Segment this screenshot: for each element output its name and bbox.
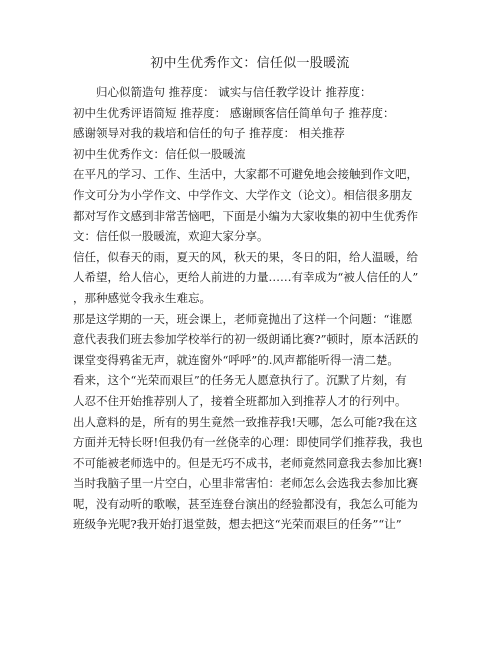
paragraph-line: 作文可分为小学作文、中学作文、大学作文（论文）。相信很多朋友: [73, 187, 413, 202]
paragraph-line: 呢，没有动听的歌喉，甚至连登台演出的经验都没有，我怎么可能为: [73, 496, 418, 511]
paragraph-line: ，那种感觉令我永生难忘。: [73, 290, 211, 305]
document-title: 初中生优秀作文：信任似一股暖流: [150, 56, 350, 71]
paragraph-line: 看来，这个“光荣而艰巨”的任务无人愿意执行了。沉默了片刻，有: [73, 373, 407, 388]
paragraph-line: 意代表我们班去参加学校举行的初一级朗诵比赛?”顿时，原本活跃的: [73, 332, 419, 347]
paragraph-line: 那是这学期的一天，班会课上，老师竟抛出了这样一个问题：“谁愿: [73, 311, 413, 326]
paragraph-line: 不可能被老师选中的。但是无巧不成书，老师竟然同意我去参加比赛!: [73, 455, 423, 470]
recommend-line: 感谢领导对我的栽培和信任的句子 推荐度： 相关推荐: [73, 126, 345, 141]
document-body: [73, 82, 433, 535]
paragraph-line: 出人意料的是，所有的男生竟然一致推荐我!天哪，怎么可能?我在这: [73, 414, 418, 429]
paragraph-line: 当时我脑子里一片空白，心里非常害怕：老师怎么会选我去参加比赛: [73, 476, 418, 491]
recommend-line: 初中生优秀评语简短 推荐度： 感谢顾客信任简单句子 推荐度：: [73, 105, 395, 120]
paragraph-line: 人忍不住开始推荐别人了，接着全班都加入到推荐人才的行列中。: [73, 393, 407, 408]
paragraph-line: 文：信任似一股暖流，欢迎大家分享。: [73, 229, 269, 244]
paragraph-line: 方面并无特长呀!但我仍有一丝侥幸的心理：即使同学们推荐我，我也: [73, 435, 423, 450]
paragraph-line: 人希望，给人信心，更给人前进的力量……有幸成为“被人信任的人”: [73, 270, 419, 285]
article-heading: 初中生优秀作文：信任似一股暖流: [73, 146, 246, 161]
recommend-line: 归心似箭造句 推荐度： 诚实与信任教学设计 推荐度：: [96, 85, 372, 99]
paragraph-line: 在平凡的学习、工作、生活中，大家都不可避免地会接触到作文吧，: [73, 167, 418, 182]
paragraph-line: 信任，似春天的雨，夏天的风，秋天的果，冬日的阳，给人温暖，给: [73, 249, 418, 264]
paragraph-line: 都对写作文感到非常苦恼吧，下面是小编为大家收集的初中生优秀作: [73, 208, 418, 223]
paragraph-line: 课堂变得鸦雀无声，就连窗外“呼呼”的.风声都能听得一清二楚。: [73, 352, 399, 367]
paragraph-line: 班级争光呢?我开始打退堂鼓，想去把这“光荣而艰巨的任务”“让”: [73, 517, 402, 532]
